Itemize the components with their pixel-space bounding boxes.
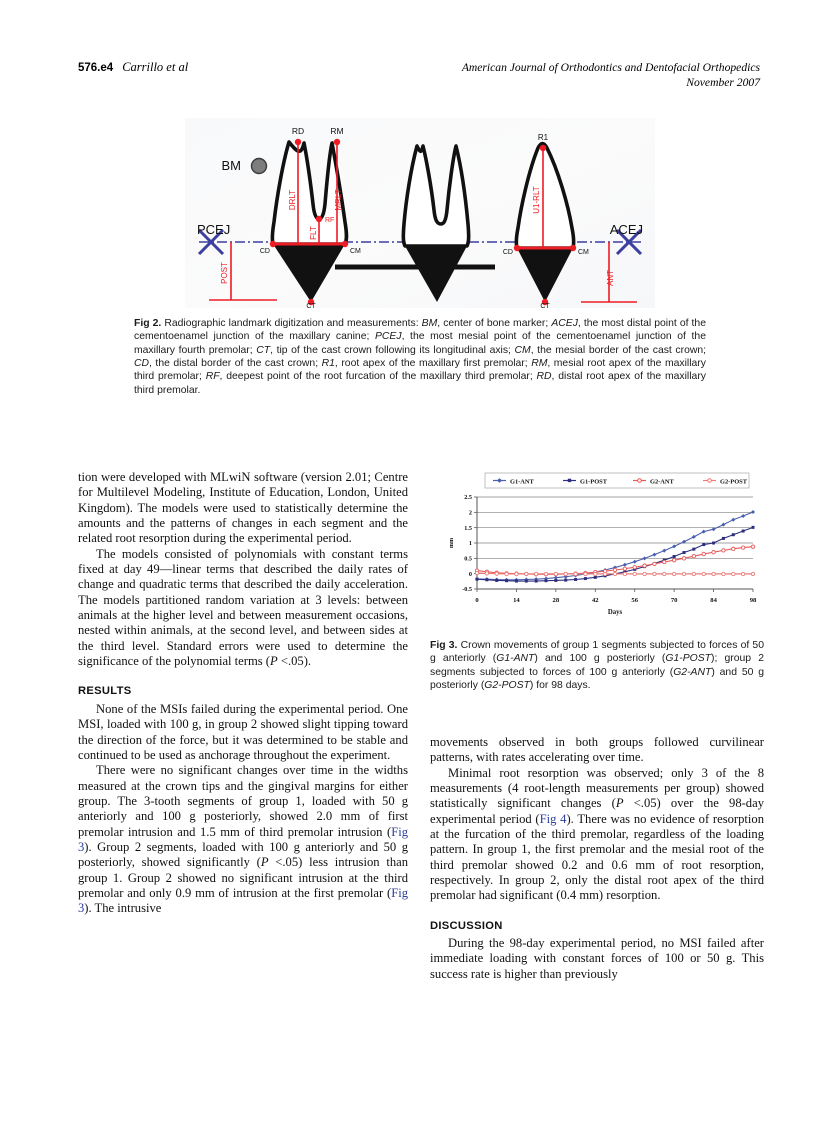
svg-text:G2-POST: G2-POST — [720, 478, 747, 486]
label-ct-left: CT — [306, 303, 316, 308]
svg-text:G1-POST: G1-POST — [580, 478, 607, 486]
paragraph-discussion-1: During the 98-day experimental period, no MSI failed after immediate loading with constant forces of 100 or 50 g. This success rate is higher than previously — [430, 936, 764, 981]
label-cd-right: CD — [502, 249, 513, 256]
figure-2-image — [185, 118, 655, 308]
figure-3-crossref-1[interactable]: Fig 3 — [78, 824, 408, 854]
article-authors: Carrillo et al — [122, 60, 189, 74]
label-acej: ACEJ — [609, 222, 643, 237]
label-bm: BM — [221, 158, 241, 173]
paragraph-results-4-textA: Minimal root resorption was observed; only 3 of the 8 measurements (4 root-length measurements per group) showed statistically significant changes ( — [430, 765, 764, 811]
svg-text:2.5: 2.5 — [464, 494, 472, 502]
svg-text:-0.5: -0.5 — [462, 586, 472, 594]
x-axis-title: Days — [607, 609, 623, 616]
label-ant: ANT — [606, 270, 615, 286]
label-r1: R1 — [537, 133, 549, 142]
figure-3-label: Fig 3. — [430, 640, 458, 651]
figure-3-chart — [443, 471, 761, 629]
chart-legend — [485, 473, 749, 488]
svg-text:0.5: 0.5 — [464, 555, 472, 563]
svg-text:0: 0 — [475, 597, 479, 604]
svg-text:70: 70 — [670, 597, 678, 604]
paragraph-results-4-textB: <.05) over the 98-day experimental period ( — [430, 796, 764, 826]
label-flt: FLT — [309, 226, 318, 240]
label-ct-right: CT — [540, 303, 550, 308]
figure-2-caption-text: Radiographic landmark digitization and measurements: BM, center of bone marker; ACEJ, the most distal point of the cementoenamel junction of the maxillary canine; PCEJ, the most mesial point of the cementoenamel junction of the maxillary fourth premolar; CT, tip of the cast crown following its longitudinal axis; CM, the mesial border of the cast crown; CD, the distal border of the cast crown; R1, root apex of the maxillary first premolar; RM, mesial root apex of the maxillary third premolar; RF, deepest point of the root furcation of the maxillary third premolar; RD, distal root apex of the maxillary third premolar. — [134, 318, 707, 396]
p-value-italic: P — [270, 654, 278, 669]
svg-text:1.5: 1.5 — [464, 524, 472, 532]
bone-marker-circle — [252, 159, 267, 174]
label-post: POST — [220, 262, 229, 284]
label-rd: RD — [291, 126, 305, 136]
running-head — [78, 60, 760, 104]
paragraph-methods-2-textA: The models consisted of polynomials with constant terms fixed at day 49—linear terms that described the daily rates of change and quadratic terms that described the daily acceleration. The models partitioned random variation at 3 levels: between animals at the higher level and between measurement occasions, nested within animals, at the second level, and between sides at the third level. Standard errors were used to determine the significance of the polynomial terms ( — [78, 546, 408, 669]
paragraph-methods-1: tion were developed with MLwiN software (version 2.01; Centre for Multilevel Modeling, Institute of Education, London, United Kingdom). The models were used to statistically determine the amounts and the patterns of changes in each segment and the related root resorption during the experimental period. — [78, 470, 408, 546]
heading-results: RESULTS — [78, 685, 132, 698]
label-mrlt: MRLT — [334, 189, 343, 211]
svg-text:84: 84 — [710, 597, 717, 604]
figure-2-svg — [185, 118, 655, 308]
p-value-italic-3: P — [615, 796, 624, 811]
running-head-left — [78, 60, 188, 75]
label-pcej: PCEJ — [197, 222, 231, 237]
svg-text:14: 14 — [513, 597, 520, 604]
label-cm-right: CM — [578, 249, 589, 256]
paragraph-results-3: movements observed in both groups followed curvilinear patterns, with rates accelerating over time. — [430, 735, 764, 765]
body-column-left — [78, 470, 408, 917]
svg-text:G2-ANT: G2-ANT — [650, 478, 674, 486]
figure-4-crossref[interactable]: Fig 4 — [539, 811, 567, 826]
figure-3-caption-text: Crown movements of group 1 segments subjected to forces of 50 g anteriorly (G1-ANT) and 100 g posteriorly (G1-POST); group 2 segments subjected to forces of 100 g anteriorly (G2-ANT) and 50 g posteriorly (G2-POST) for 98 days. — [430, 640, 764, 692]
body-column-right — [430, 735, 764, 982]
issue-date: November 2007 — [686, 76, 760, 89]
label-cd-left: CD — [259, 248, 270, 255]
svg-text:56: 56 — [631, 597, 639, 604]
paragraph-results-4-textC: ). There was no evidence of resorption at the furcation of the third premolar, regardless of the loading pattern. In group 1, the first premolar and the mesial root of the third premolar showed 0.2 and 0.6 mm of root resorption, respectively. In group 2, only the distal root apex of the third premolar had significant (0.4 mm) resorption. — [430, 811, 764, 903]
paragraph-results-2-textC: <.05) less intrusion than group 1. Group 2 showed no significant intrusion at the third premolar and only 0.9 mm of intrusion at the first premolar ( — [78, 855, 408, 900]
journal-title: American Journal of Orthodontics and Dentofacial Orthopedics — [461, 61, 760, 74]
figure-2-label: Fig 2. — [134, 318, 162, 329]
label-rf: RF — [325, 217, 335, 224]
paragraph-results-2-textD: ). The intrusive — [84, 901, 162, 916]
running-head-right — [462, 60, 760, 90]
y-axis-title: mm — [448, 537, 455, 549]
p-value-italic-2: P — [260, 855, 269, 870]
paragraph-results-2 — [78, 763, 408, 916]
paragraph-results-4 — [430, 766, 764, 904]
heading-discussion: DISCUSSION — [430, 919, 503, 932]
paragraph-methods-2 — [78, 547, 408, 670]
paragraph-results-2-textA: There were no significant changes over time in the widths measured at the crown tips and the gingival margins for either group. The 3-tooth segments of group 1, loaded with 50 g anteriorly and 100 g posteriorly, showed 2.0 mm of first premolar intrusion and 1.5 mm of third premolar intrusion ( — [78, 763, 408, 839]
svg-text:28: 28 — [552, 597, 560, 604]
svg-text:98: 98 — [749, 597, 757, 604]
label-rm: RM — [330, 126, 344, 136]
label-drlt: DRLT — [288, 189, 297, 211]
label-u1rlt: U1-RLT — [532, 186, 541, 214]
paragraph-methods-2-textB: <.05). — [277, 654, 312, 669]
svg-text:0: 0 — [468, 570, 472, 578]
svg-text:2: 2 — [468, 509, 472, 517]
paragraph-results-2-textB: ). Group 2 segments, loaded with 100 g anteriorly and 50 g posteriorly, showed significantly ( — [78, 839, 408, 870]
svg-text:1: 1 — [468, 540, 472, 548]
svg-text:G1-ANT: G1-ANT — [510, 478, 534, 486]
svg-text:42: 42 — [591, 597, 599, 604]
label-cm-left: CM — [350, 248, 361, 255]
chart-series-g2-post — [475, 571, 754, 575]
figure-3-crossref-2[interactable]: Fig 3 — [78, 885, 408, 916]
figure-3-svg — [443, 471, 761, 629]
figure-3-caption — [430, 639, 764, 693]
paragraph-results-1: None of the MSIs failed during the experimental period. One MSI, loaded with 100 g, in group 2 showed slight tipping toward the direction of the force, but it was determined to be stable and continued to be used as anchorage throughout the experiment. — [78, 701, 408, 762]
figure-2-caption — [134, 317, 706, 397]
page-number: 576.e4 — [78, 62, 114, 74]
